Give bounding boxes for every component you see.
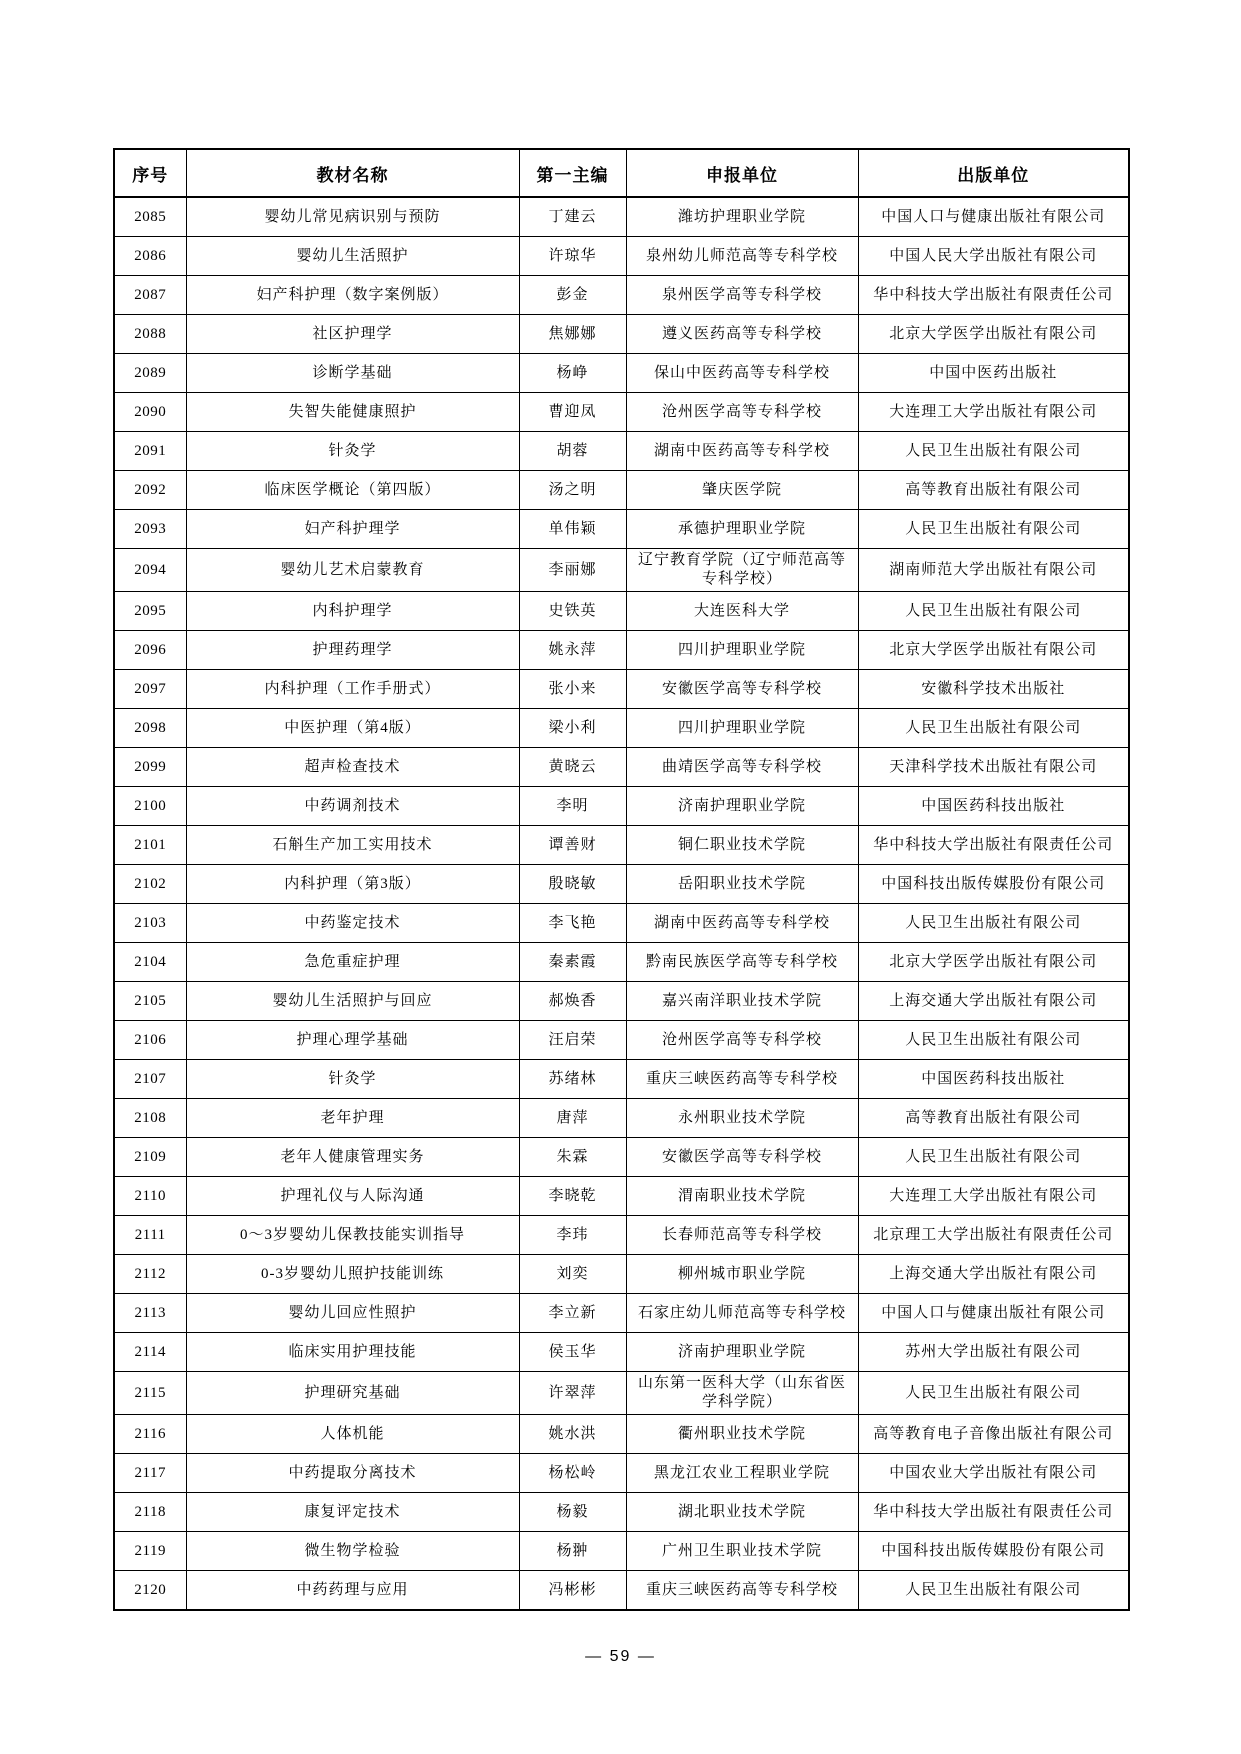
cell-chief-editor: 单伟颖 xyxy=(519,510,626,549)
cell-applicant-unit: 潍坊护理职业学院 xyxy=(626,197,858,237)
cell-chief-editor: 杨松岭 xyxy=(519,1454,626,1493)
cell-title: 婴幼儿常见病识别与预防 xyxy=(186,197,519,237)
cell-applicant-unit: 永州职业技术学院 xyxy=(626,1099,858,1138)
table-row xyxy=(114,904,1129,943)
cell-title: 护理研究基础 xyxy=(186,1372,519,1415)
cell-title: 康复评定技术 xyxy=(186,1493,519,1532)
cell-chief-editor: 郝焕香 xyxy=(519,982,626,1021)
table-row xyxy=(114,1493,1129,1532)
cell-chief-editor: 朱霖 xyxy=(519,1138,626,1177)
cell-chief-editor: 李飞艳 xyxy=(519,904,626,943)
cell-title: 护理礼仪与人际沟通 xyxy=(186,1177,519,1216)
cell-title: 婴幼儿生活照护与回应 xyxy=(186,982,519,1021)
cell-publisher: 人民卫生出版社有限公司 xyxy=(858,1571,1129,1611)
table-row xyxy=(114,1532,1129,1571)
cell-index: 2093 xyxy=(114,510,186,549)
cell-title: 0～3岁婴幼儿保教技能实训指导 xyxy=(186,1216,519,1255)
cell-publisher: 中国农业大学出版社有限公司 xyxy=(858,1454,1129,1493)
cell-title: 超声检查技术 xyxy=(186,748,519,787)
cell-title: 内科护理学 xyxy=(186,592,519,631)
cell-publisher: 上海交通大学出版社有限公司 xyxy=(858,1255,1129,1294)
table-body xyxy=(114,197,1129,1610)
cell-title: 中药药理与应用 xyxy=(186,1571,519,1611)
table-row xyxy=(114,1177,1129,1216)
cell-applicant-unit: 肇庆医学院 xyxy=(626,471,858,510)
cell-title: 中药提取分离技术 xyxy=(186,1454,519,1493)
cell-chief-editor: 杨翀 xyxy=(519,1532,626,1571)
cell-chief-editor: 李玮 xyxy=(519,1216,626,1255)
cell-index: 2103 xyxy=(114,904,186,943)
cell-index: 2092 xyxy=(114,471,186,510)
cell-index: 2097 xyxy=(114,670,186,709)
cell-chief-editor: 史铁英 xyxy=(519,592,626,631)
cell-applicant-unit: 四川护理职业学院 xyxy=(626,631,858,670)
cell-publisher: 人民卫生出版社有限公司 xyxy=(858,510,1129,549)
cell-applicant-unit: 渭南职业技术学院 xyxy=(626,1177,858,1216)
cell-chief-editor: 刘奕 xyxy=(519,1255,626,1294)
cell-applicant-unit: 沧州医学高等专科学校 xyxy=(626,393,858,432)
cell-publisher: 华中科技大学出版社有限责任公司 xyxy=(858,276,1129,315)
cell-chief-editor: 秦素霞 xyxy=(519,943,626,982)
table-row xyxy=(114,670,1129,709)
table-row xyxy=(114,709,1129,748)
cell-chief-editor: 梁小利 xyxy=(519,709,626,748)
cell-publisher: 人民卫生出版社有限公司 xyxy=(858,1021,1129,1060)
cell-title: 婴幼儿回应性照护 xyxy=(186,1294,519,1333)
cell-index: 2106 xyxy=(114,1021,186,1060)
cell-publisher: 华中科技大学出版社有限责任公司 xyxy=(858,826,1129,865)
cell-index: 2089 xyxy=(114,354,186,393)
cell-index: 2115 xyxy=(114,1372,186,1415)
cell-applicant-unit: 柳州城市职业学院 xyxy=(626,1255,858,1294)
cell-chief-editor: 侯玉华 xyxy=(519,1333,626,1372)
cell-index: 2099 xyxy=(114,748,186,787)
cell-chief-editor: 汪启荣 xyxy=(519,1021,626,1060)
cell-publisher: 安徽科学技术出版社 xyxy=(858,670,1129,709)
cell-index: 2090 xyxy=(114,393,186,432)
cell-publisher: 湖南师范大学出版社有限公司 xyxy=(858,549,1129,592)
cell-chief-editor: 苏绪林 xyxy=(519,1060,626,1099)
cell-applicant-unit: 石家庄幼儿师范高等专科学校 xyxy=(626,1294,858,1333)
cell-applicant-unit: 黔南民族医学高等专科学校 xyxy=(626,943,858,982)
cell-applicant-unit: 济南护理职业学院 xyxy=(626,1333,858,1372)
cell-title: 失智失能健康照护 xyxy=(186,393,519,432)
cell-publisher: 中国人口与健康出版社有限公司 xyxy=(858,1294,1129,1333)
cell-index: 2105 xyxy=(114,982,186,1021)
cell-title: 中医护理（第4版） xyxy=(186,709,519,748)
header-publisher: 出版单位 xyxy=(858,149,1129,197)
cell-index: 2112 xyxy=(114,1255,186,1294)
cell-title: 人体机能 xyxy=(186,1415,519,1454)
table-row xyxy=(114,1138,1129,1177)
cell-index: 2100 xyxy=(114,787,186,826)
table-row xyxy=(114,1333,1129,1372)
cell-publisher: 人民卫生出版社有限公司 xyxy=(858,592,1129,631)
header-applicant-unit: 申报单位 xyxy=(626,149,858,197)
cell-index: 2109 xyxy=(114,1138,186,1177)
table-row xyxy=(114,197,1129,237)
cell-chief-editor: 汤之明 xyxy=(519,471,626,510)
cell-publisher: 高等教育电子音像出版社有限公司 xyxy=(858,1415,1129,1454)
cell-publisher: 中国中医药出版社 xyxy=(858,354,1129,393)
table-row xyxy=(114,471,1129,510)
cell-title: 社区护理学 xyxy=(186,315,519,354)
cell-publisher: 上海交通大学出版社有限公司 xyxy=(858,982,1129,1021)
cell-index: 2087 xyxy=(114,276,186,315)
cell-chief-editor: 胡蓉 xyxy=(519,432,626,471)
cell-title: 针灸学 xyxy=(186,432,519,471)
cell-index: 2110 xyxy=(114,1177,186,1216)
table-row xyxy=(114,1372,1129,1415)
cell-publisher: 大连理工大学出版社有限公司 xyxy=(858,1177,1129,1216)
cell-chief-editor: 杨峥 xyxy=(519,354,626,393)
table-row xyxy=(114,1294,1129,1333)
cell-title: 临床医学概论（第四版） xyxy=(186,471,519,510)
table-row xyxy=(114,1021,1129,1060)
cell-applicant-unit: 重庆三峡医药高等专科学校 xyxy=(626,1060,858,1099)
header-index: 序号 xyxy=(114,149,186,197)
cell-publisher: 苏州大学出版社有限公司 xyxy=(858,1333,1129,1372)
cell-title: 妇产科护理（数字案例版） xyxy=(186,276,519,315)
cell-applicant-unit: 山东第一医科大学（山东省医学科学院） xyxy=(626,1372,858,1415)
table-row xyxy=(114,1571,1129,1611)
header-title: 教材名称 xyxy=(186,149,519,197)
cell-index: 2091 xyxy=(114,432,186,471)
cell-chief-editor: 曹迎凤 xyxy=(519,393,626,432)
cell-publisher: 北京大学医学出版社有限公司 xyxy=(858,315,1129,354)
table-row xyxy=(114,631,1129,670)
cell-index: 2095 xyxy=(114,592,186,631)
cell-chief-editor: 姚永萍 xyxy=(519,631,626,670)
cell-index: 2104 xyxy=(114,943,186,982)
cell-applicant-unit: 长春师范高等专科学校 xyxy=(626,1216,858,1255)
cell-publisher: 高等教育出版社有限公司 xyxy=(858,1099,1129,1138)
cell-chief-editor: 殷晓敏 xyxy=(519,865,626,904)
cell-publisher: 中国人民大学出版社有限公司 xyxy=(858,237,1129,276)
table-row xyxy=(114,1255,1129,1294)
cell-chief-editor: 许琼华 xyxy=(519,237,626,276)
cell-publisher: 北京大学医学出版社有限公司 xyxy=(858,943,1129,982)
cell-chief-editor: 丁建云 xyxy=(519,197,626,237)
table-row xyxy=(114,549,1129,592)
cell-chief-editor: 冯彬彬 xyxy=(519,1571,626,1611)
cell-applicant-unit: 沧州医学高等专科学校 xyxy=(626,1021,858,1060)
cell-index: 2117 xyxy=(114,1454,186,1493)
cell-applicant-unit: 保山中医药高等专科学校 xyxy=(626,354,858,393)
cell-chief-editor: 谭善财 xyxy=(519,826,626,865)
page-number: — 59 — xyxy=(585,1648,656,1665)
cell-index: 2088 xyxy=(114,315,186,354)
cell-chief-editor: 杨毅 xyxy=(519,1493,626,1532)
cell-title: 中药鉴定技术 xyxy=(186,904,519,943)
cell-index: 2111 xyxy=(114,1216,186,1255)
cell-index: 2119 xyxy=(114,1532,186,1571)
table-row xyxy=(114,943,1129,982)
table-row xyxy=(114,982,1129,1021)
table-row xyxy=(114,393,1129,432)
cell-chief-editor: 唐萍 xyxy=(519,1099,626,1138)
cell-applicant-unit: 衢州职业技术学院 xyxy=(626,1415,858,1454)
cell-index: 2086 xyxy=(114,237,186,276)
cell-publisher: 中国医药科技出版社 xyxy=(858,787,1129,826)
cell-index: 2108 xyxy=(114,1099,186,1138)
cell-publisher: 中国科技出版传媒股份有限公司 xyxy=(858,865,1129,904)
cell-title: 中药调剂技术 xyxy=(186,787,519,826)
cell-publisher: 大连理工大学出版社有限公司 xyxy=(858,393,1129,432)
table-row xyxy=(114,276,1129,315)
cell-applicant-unit: 济南护理职业学院 xyxy=(626,787,858,826)
cell-publisher: 人民卫生出版社有限公司 xyxy=(858,709,1129,748)
table-row xyxy=(114,1216,1129,1255)
table-row xyxy=(114,592,1129,631)
cell-title: 0-3岁婴幼儿照护技能训练 xyxy=(186,1255,519,1294)
cell-applicant-unit: 曲靖医学高等专科学校 xyxy=(626,748,858,787)
table-row xyxy=(114,510,1129,549)
cell-index: 2118 xyxy=(114,1493,186,1532)
cell-chief-editor: 焦娜娜 xyxy=(519,315,626,354)
cell-applicant-unit: 泉州医学高等专科学校 xyxy=(626,276,858,315)
cell-publisher: 中国人口与健康出版社有限公司 xyxy=(858,197,1129,237)
cell-publisher: 中国科技出版传媒股份有限公司 xyxy=(858,1532,1129,1571)
table-row xyxy=(114,865,1129,904)
cell-chief-editor: 李明 xyxy=(519,787,626,826)
cell-chief-editor: 李立新 xyxy=(519,1294,626,1333)
cell-applicant-unit: 广州卫生职业技术学院 xyxy=(626,1532,858,1571)
cell-applicant-unit: 辽宁教育学院（辽宁师范高等专科学校） xyxy=(626,549,858,592)
textbook-table xyxy=(113,148,1130,1611)
table-row xyxy=(114,1454,1129,1493)
cell-index: 2102 xyxy=(114,865,186,904)
cell-title: 老年人健康管理实务 xyxy=(186,1138,519,1177)
cell-publisher: 人民卫生出版社有限公司 xyxy=(858,1372,1129,1415)
cell-title: 护理药理学 xyxy=(186,631,519,670)
table-row xyxy=(114,748,1129,787)
cell-publisher: 北京大学医学出版社有限公司 xyxy=(858,631,1129,670)
cell-chief-editor: 姚水洪 xyxy=(519,1415,626,1454)
cell-index: 2098 xyxy=(114,709,186,748)
cell-index: 2101 xyxy=(114,826,186,865)
table-row xyxy=(114,354,1129,393)
cell-title: 老年护理 xyxy=(186,1099,519,1138)
cell-publisher: 北京理工大学出版社有限责任公司 xyxy=(858,1216,1129,1255)
cell-title: 诊断学基础 xyxy=(186,354,519,393)
cell-applicant-unit: 大连医科大学 xyxy=(626,592,858,631)
cell-applicant-unit: 岳阳职业技术学院 xyxy=(626,865,858,904)
cell-publisher: 天津科学技术出版社有限公司 xyxy=(858,748,1129,787)
table-row xyxy=(114,315,1129,354)
cell-applicant-unit: 四川护理职业学院 xyxy=(626,709,858,748)
header-chief-editor: 第一主编 xyxy=(519,149,626,197)
cell-title: 石斛生产加工实用技术 xyxy=(186,826,519,865)
cell-applicant-unit: 湖南中医药高等专科学校 xyxy=(626,904,858,943)
cell-publisher: 中国医药科技出版社 xyxy=(858,1060,1129,1099)
cell-applicant-unit: 铜仁职业技术学院 xyxy=(626,826,858,865)
cell-applicant-unit: 黑龙江农业工程职业学院 xyxy=(626,1454,858,1493)
table-row xyxy=(114,237,1129,276)
cell-chief-editor: 彭金 xyxy=(519,276,626,315)
cell-title: 临床实用护理技能 xyxy=(186,1333,519,1372)
cell-applicant-unit: 湖南中医药高等专科学校 xyxy=(626,432,858,471)
table-header-row xyxy=(114,149,1129,197)
table-row xyxy=(114,1415,1129,1454)
table-row xyxy=(114,1060,1129,1099)
cell-chief-editor: 黄晓云 xyxy=(519,748,626,787)
table-row xyxy=(114,432,1129,471)
cell-publisher: 华中科技大学出版社有限责任公司 xyxy=(858,1493,1129,1532)
cell-index: 2096 xyxy=(114,631,186,670)
cell-index: 2113 xyxy=(114,1294,186,1333)
table-row xyxy=(114,787,1129,826)
cell-applicant-unit: 承德护理职业学院 xyxy=(626,510,858,549)
cell-publisher: 高等教育出版社有限公司 xyxy=(858,471,1129,510)
cell-chief-editor: 许翠萍 xyxy=(519,1372,626,1415)
cell-index: 2094 xyxy=(114,549,186,592)
cell-chief-editor: 李晓乾 xyxy=(519,1177,626,1216)
cell-applicant-unit: 嘉兴南洋职业技术学院 xyxy=(626,982,858,1021)
cell-applicant-unit: 遵义医药高等专科学校 xyxy=(626,315,858,354)
cell-title: 护理心理学基础 xyxy=(186,1021,519,1060)
cell-title: 妇产科护理学 xyxy=(186,510,519,549)
cell-title: 内科护理（工作手册式） xyxy=(186,670,519,709)
cell-publisher: 人民卫生出版社有限公司 xyxy=(858,432,1129,471)
cell-applicant-unit: 泉州幼儿师范高等专科学校 xyxy=(626,237,858,276)
cell-index: 2116 xyxy=(114,1415,186,1454)
cell-applicant-unit: 重庆三峡医药高等专科学校 xyxy=(626,1571,858,1611)
cell-applicant-unit: 安徽医学高等专科学校 xyxy=(626,1138,858,1177)
cell-chief-editor: 李丽娜 xyxy=(519,549,626,592)
cell-applicant-unit: 湖北职业技术学院 xyxy=(626,1493,858,1532)
cell-index: 2120 xyxy=(114,1571,186,1611)
cell-chief-editor: 张小来 xyxy=(519,670,626,709)
table-row xyxy=(114,826,1129,865)
cell-publisher: 人民卫生出版社有限公司 xyxy=(858,904,1129,943)
cell-index: 2085 xyxy=(114,197,186,237)
cell-title: 婴幼儿艺术启蒙教育 xyxy=(186,549,519,592)
table-row xyxy=(114,1099,1129,1138)
cell-title: 微生物学检验 xyxy=(186,1532,519,1571)
cell-index: 2114 xyxy=(114,1333,186,1372)
cell-applicant-unit: 安徽医学高等专科学校 xyxy=(626,670,858,709)
cell-title: 婴幼儿生活照护 xyxy=(186,237,519,276)
cell-publisher: 人民卫生出版社有限公司 xyxy=(858,1138,1129,1177)
cell-title: 内科护理（第3版） xyxy=(186,865,519,904)
cell-title: 急危重症护理 xyxy=(186,943,519,982)
cell-title: 针灸学 xyxy=(186,1060,519,1099)
cell-index: 2107 xyxy=(114,1060,186,1099)
